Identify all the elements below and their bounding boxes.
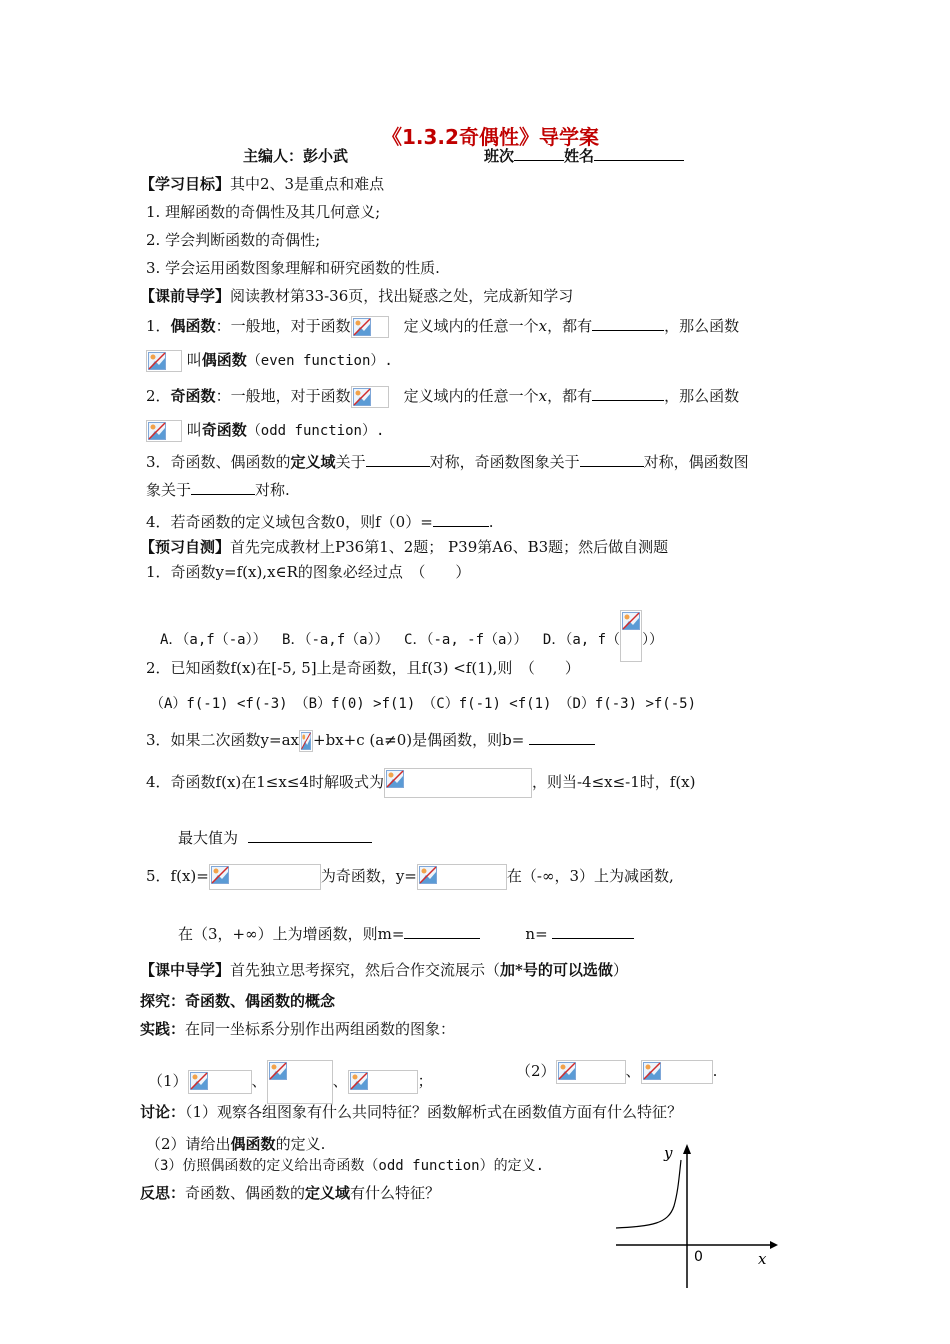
- q-text: 对称，偶函数图: [643, 453, 749, 471]
- def-text: ，都有: [547, 387, 593, 405]
- question-5-line-2: [178, 924, 634, 944]
- question-1: 1．奇函数y=f(x),x∈R的图象必经过点 （ ）: [146, 563, 471, 581]
- inclass-heading: 【课中导学】: [140, 961, 231, 979]
- q-text: 象关于: [146, 481, 192, 499]
- odd-definition-line-2: [146, 420, 384, 442]
- formula-image: [351, 386, 389, 408]
- q-text: 3．奇函数、偶函数的: [146, 453, 291, 471]
- preview-note: 阅读教材第33-36页，找出疑惑之处，完成新知学习: [230, 287, 574, 305]
- class-blank[interactable]: [514, 146, 564, 161]
- def-text: 定义域内的任意一个: [403, 317, 539, 335]
- reflect-text: 有什么特征？: [350, 1184, 441, 1202]
- image-placeholder-icon: [301, 732, 311, 750]
- even-term: 偶函数: [170, 317, 216, 335]
- var-x: x: [538, 387, 548, 405]
- formula-image: [209, 864, 321, 890]
- even-definition-line-2: [146, 350, 393, 372]
- odd-term: 奇函数: [170, 387, 216, 405]
- preview-heading-line: [140, 286, 573, 306]
- y-axis: [683, 1144, 691, 1288]
- item-number: 1．: [146, 317, 171, 335]
- practice-line: [140, 1019, 455, 1039]
- option-b[interactable]: B．（-a,f（a））: [282, 632, 382, 648]
- q-text: 最大值为: [178, 829, 239, 847]
- var-x: x: [538, 317, 548, 335]
- x-axis: [616, 1241, 778, 1249]
- reflect-label: 反思：: [140, 1184, 186, 1202]
- question-4: [146, 768, 696, 798]
- option-c[interactable]: C．（-a, -f（a））: [404, 632, 521, 648]
- formula-image: [146, 420, 182, 442]
- image-placeholder-icon: [386, 770, 404, 788]
- formula-image: [299, 730, 313, 752]
- x-axis-arrow-icon: [770, 1241, 778, 1249]
- def-text: 叫: [186, 351, 202, 369]
- reflect-line: [140, 1183, 440, 1203]
- inclass-note: ）: [612, 961, 628, 979]
- q-text: ，则当-4≤x≤-1时，f(x): [531, 773, 696, 791]
- goal-item: 3. 学会运用函数图象理解和研究函数的性质.: [146, 259, 440, 277]
- odd-term: 奇函数: [201, 421, 247, 439]
- separator: ；: [417, 1072, 433, 1090]
- y-axis-label: y: [664, 1144, 673, 1162]
- image-placeholder-icon: [211, 866, 229, 884]
- q-text: 4．若奇函数的定义域包含数0，则: [146, 513, 376, 531]
- discuss-line: [140, 1102, 682, 1122]
- domain-question-line: [146, 452, 749, 472]
- q-text: 5．f(x)=: [146, 867, 209, 885]
- discuss-item-2: [146, 1134, 325, 1154]
- def-text: 定义域内的任意一个: [403, 387, 539, 405]
- question-5: [146, 864, 674, 890]
- selftest-heading: 【预习自测】: [140, 538, 231, 556]
- q-text: 对称，奇函数图象关于: [429, 453, 580, 471]
- image-placeholder-icon: [148, 422, 166, 440]
- option-d[interactable]: （D）f(-3) >f(-5): [565, 696, 697, 712]
- even-symmetry-blank[interactable]: [191, 480, 255, 495]
- q-text: 在（3，+∞）上为增函数，则m=: [178, 925, 405, 943]
- m-answer-blank[interactable]: [404, 924, 480, 939]
- editor-line: [243, 146, 348, 166]
- question-4-line-2: [178, 828, 372, 848]
- image-placeholder-icon: [269, 1062, 287, 1080]
- origin-label: 0: [694, 1249, 703, 1265]
- y-axis-arrow-icon: [683, 1144, 691, 1154]
- formula-image: [351, 316, 389, 338]
- even-term: 偶函数: [201, 351, 247, 369]
- formula-image: [417, 864, 507, 890]
- domain-term: 定义域: [290, 453, 336, 471]
- goal-item: 1. 理解函数的奇偶性及其几何意义;: [146, 203, 381, 221]
- q-text: 关于: [335, 453, 366, 471]
- goals-note: 其中2、3是重点和难点: [230, 175, 385, 193]
- group-1-functions: [148, 1060, 433, 1104]
- formula-image: [620, 610, 642, 662]
- goals-heading-line: [140, 174, 384, 194]
- domain-question-line-2: [146, 480, 290, 500]
- image-placeholder-icon: [419, 866, 437, 884]
- class-label: 班次: [484, 147, 515, 165]
- explore-heading: 探究：奇函数、偶函数的概念: [140, 992, 336, 1010]
- name-blank[interactable]: [594, 146, 684, 161]
- group-label: （1）: [148, 1072, 188, 1090]
- option-a[interactable]: A．（a,f（-a））: [160, 632, 260, 648]
- q-text: +bx+c (a≠0)是偶函数，则b=: [313, 731, 525, 749]
- editor: 主编人：彭小武: [243, 147, 349, 165]
- image-placeholder-icon: [622, 612, 640, 630]
- option-d-text: ））: [642, 632, 664, 648]
- q-text: 对称.: [255, 481, 290, 499]
- inclass-heading-line: [140, 960, 628, 980]
- x-axis-label: x: [758, 1250, 767, 1268]
- q-text: 4．奇函数f(x)在1≤x≤4时解吸式为: [146, 773, 384, 791]
- question-2: 2．已知函数f(x)在[-5, 5]上是奇函数，且f(3) <f(1),则 （ ）: [146, 659, 580, 677]
- discuss-text: （2）请给出: [146, 1135, 231, 1153]
- selftest-heading-line: [140, 537, 668, 557]
- formula-image: [188, 1070, 252, 1094]
- def-text: ，那么函数: [664, 387, 740, 405]
- q-text: n=: [525, 925, 548, 943]
- image-placeholder-icon: [353, 388, 371, 406]
- odd-condition-blank[interactable]: [592, 386, 664, 401]
- b-answer-blank[interactable]: [529, 730, 595, 745]
- def-text: 叫: [186, 421, 202, 439]
- separator: .: [712, 1062, 718, 1080]
- inclass-note-bold: 加*号的可以选做: [500, 961, 613, 979]
- formula-image: [348, 1070, 418, 1094]
- formula-image: [384, 768, 532, 798]
- group-2-functions: [516, 1060, 717, 1084]
- reflect-text: 奇函数、偶函数的: [185, 1184, 306, 1202]
- option-d-text: D．（a, f（: [542, 632, 621, 648]
- odd-symmetry-blank[interactable]: [580, 452, 644, 467]
- even-term: 偶函数: [230, 1135, 276, 1153]
- domain-term: 定义域: [305, 1184, 351, 1202]
- discuss-text: （1）观察各组图象有什么共同特征？函数解析式在函数值方面有什么特征？: [185, 1103, 683, 1121]
- even-condition-blank[interactable]: [592, 316, 664, 331]
- def-text: ：一般地，对于函数: [215, 317, 351, 335]
- image-placeholder-icon: [148, 352, 166, 370]
- formula-image: [146, 350, 182, 372]
- formula-image: [641, 1060, 713, 1084]
- q1-options: [160, 610, 663, 662]
- q-text: f（0）=: [375, 513, 433, 531]
- goals-heading: 【学习目标】: [140, 175, 231, 193]
- goal-item: 2. 学会判断函数的奇偶性;: [146, 231, 321, 249]
- image-placeholder-icon: [350, 1072, 368, 1090]
- n-answer-blank[interactable]: [552, 924, 634, 939]
- even-definition-line: [146, 316, 739, 338]
- odd-definition-line: [146, 386, 739, 408]
- discuss-item-3: [146, 1155, 544, 1176]
- option-b[interactable]: （B）f(0) >f(1): [301, 696, 416, 712]
- page-title: 《1.3.2奇偶性》导学案: [382, 125, 599, 149]
- def-text: ：一般地，对于函数: [215, 387, 351, 405]
- q2-options: [150, 694, 696, 714]
- def-text: ，那么函数: [664, 317, 740, 335]
- option-d[interactable]: [543, 632, 663, 648]
- q-text: 3．如果二次函数y=ax: [146, 731, 299, 749]
- preview-heading: 【课前导学】: [140, 287, 231, 305]
- image-placeholder-icon: [353, 318, 371, 336]
- f0-question-line: [146, 512, 494, 532]
- q-text: 在（-∞，3）上为减函数,: [506, 867, 674, 885]
- separator: 、: [332, 1072, 348, 1090]
- selftest-note: 首先完成教材上P36第1、2题； P39第A6、B3题；然后做自测题: [230, 538, 669, 556]
- class-name-line: [484, 146, 684, 166]
- inclass-note: 首先独立思考探究，然后合作交流展示（: [230, 961, 501, 979]
- def-text: ，都有: [547, 317, 593, 335]
- curve: [616, 1160, 681, 1228]
- name-label: 姓名: [564, 147, 595, 165]
- separator: 、: [251, 1072, 267, 1090]
- practice-label: 实践：: [140, 1020, 186, 1038]
- option-c[interactable]: （C）f(-1) <f(1): [429, 696, 552, 712]
- image-placeholder-icon: [190, 1072, 208, 1090]
- formula-image: [556, 1060, 626, 1084]
- option-a[interactable]: （A）f(-1) <f(-3): [150, 696, 288, 712]
- q-text: .: [488, 513, 494, 531]
- f0-blank[interactable]: [433, 512, 489, 527]
- group-label: （2）: [516, 1062, 556, 1080]
- discuss-text: 的定义.: [275, 1135, 326, 1153]
- def-text: （even function）.: [246, 353, 393, 369]
- function-graph: [612, 1140, 782, 1290]
- q-text: 为奇函数，y=: [320, 867, 417, 885]
- domain-blank[interactable]: [366, 452, 430, 467]
- practice-text: 在同一坐标系分别作出两组函数的图象：: [185, 1020, 456, 1038]
- def-text: （odd function）.: [246, 423, 385, 439]
- max-value-blank[interactable]: [248, 828, 372, 843]
- discuss-text: （3）仿照偶函数的定义给出奇函数（odd function）的定义.: [146, 1158, 545, 1174]
- separator: 、: [625, 1062, 641, 1080]
- question-3: [146, 730, 595, 752]
- image-placeholder-icon: [643, 1062, 661, 1080]
- discuss-label: 讨论：: [140, 1103, 186, 1121]
- formula-image: [267, 1060, 333, 1104]
- image-placeholder-icon: [558, 1062, 576, 1080]
- item-number: 2．: [146, 387, 171, 405]
